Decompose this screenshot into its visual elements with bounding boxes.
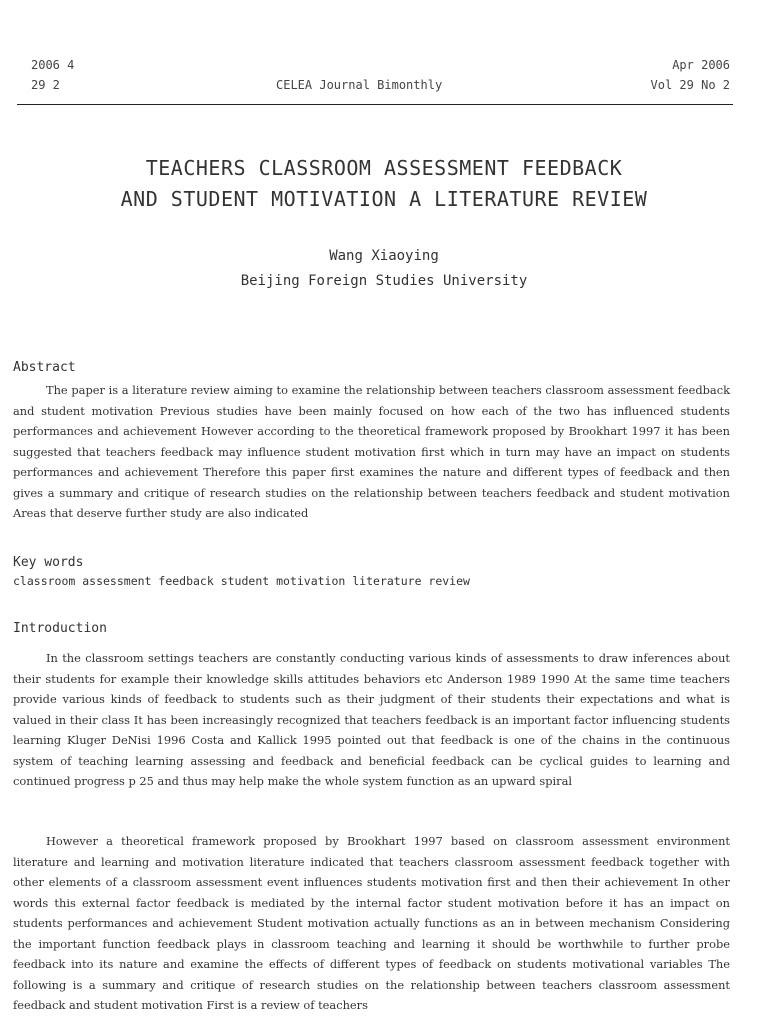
journal-header-line1 [31, 58, 730, 72]
introduction-heading: Introduction [13, 621, 107, 636]
header-rule [17, 104, 733, 105]
paper-title-line2: AND STUDENT MOTIVATION A LITERATURE REVIEW [120, 187, 648, 211]
author-name: Wang Xiaoying [329, 248, 439, 264]
abstract-text: The paper is a literature review aiming to examine the relationship between teachers classroom assessment feedback and student motivation Previous studies have been mainly focused on how each of the two has influenced students performances and achievement However according to the theoretical framework proposed by Brookhart 1997 it has been suggested that teachers feedback may influence student motivation first which in turn may have an impact on students performances and achievement Therefore this paper first examines the nature and different types of feedback and then gives a summary and critique of research studies on the relationship between teachers feedback and student motivation Areas that deserve further study are also indicated [13, 383, 730, 520]
volume-right: Vol 29 No 2 [650, 78, 730, 92]
journal-header-line2 [31, 78, 730, 92]
issue-date-left: 2006 4 [31, 58, 75, 72]
author-affiliation: Beijing Foreign Studies University [240, 273, 528, 289]
keywords-text: classroom assessment feedback student motivation literature review [13, 574, 470, 588]
paper-title-line1: TEACHERS CLASSROOM ASSESSMENT FEEDBACK [145, 156, 623, 180]
abstract-heading: Abstract [13, 360, 76, 375]
introduction-paragraph-2: However a theoretical framework proposed by Brookhart 1997 based on classroom assessment environment literature and learning and motivation literature indicated that teachers classroom assessment feedback together with other elements of a classroom assessment event influences students motivation first and then their achievement In other words this external factor feedback is mediated by the internal factor student motivation before it has an impact on students performances and achievement Student motivation actually functions as an in between mechanism Considering the important function feedback plays in classroom teaching and learning it should be worthwhile to further probe feedback into its nature and examine the effects of different types of feedback on students motivational variables The following is a summary and critique of research studies on the relationship between teachers classroom assessment feedback and student motivation First is a review of teachers [13, 834, 730, 1012]
keywords-heading: Key words [13, 555, 84, 570]
issue-date-right: Apr 2006 [672, 58, 730, 72]
volume-left: 29 2 [31, 78, 60, 92]
journal-name: CELEA Journal Bimonthly [276, 78, 443, 92]
introduction-paragraph-1: In the classroom settings teachers are constantly conducting various kinds of assessments to draw inferences about their students for example their knowledge skills attitudes behaviors etc Anderson 1989 1990 At the same time teachers provide various kinds of feedback to students such as their judgment of their students their expectations and what is valued in their class It has been increasingly recognized that teachers feedback is an important factor influencing students learning Kluger DeNisi 1996 Costa and Kallick 1995 pointed out that feedback is one of the chains in the continuous system of teaching learning assessing and feedback and beneficial feedback can be cyclical guides to learning and continued progress p 25 and thus may help make the whole system function as an upward spiral [13, 651, 730, 788]
